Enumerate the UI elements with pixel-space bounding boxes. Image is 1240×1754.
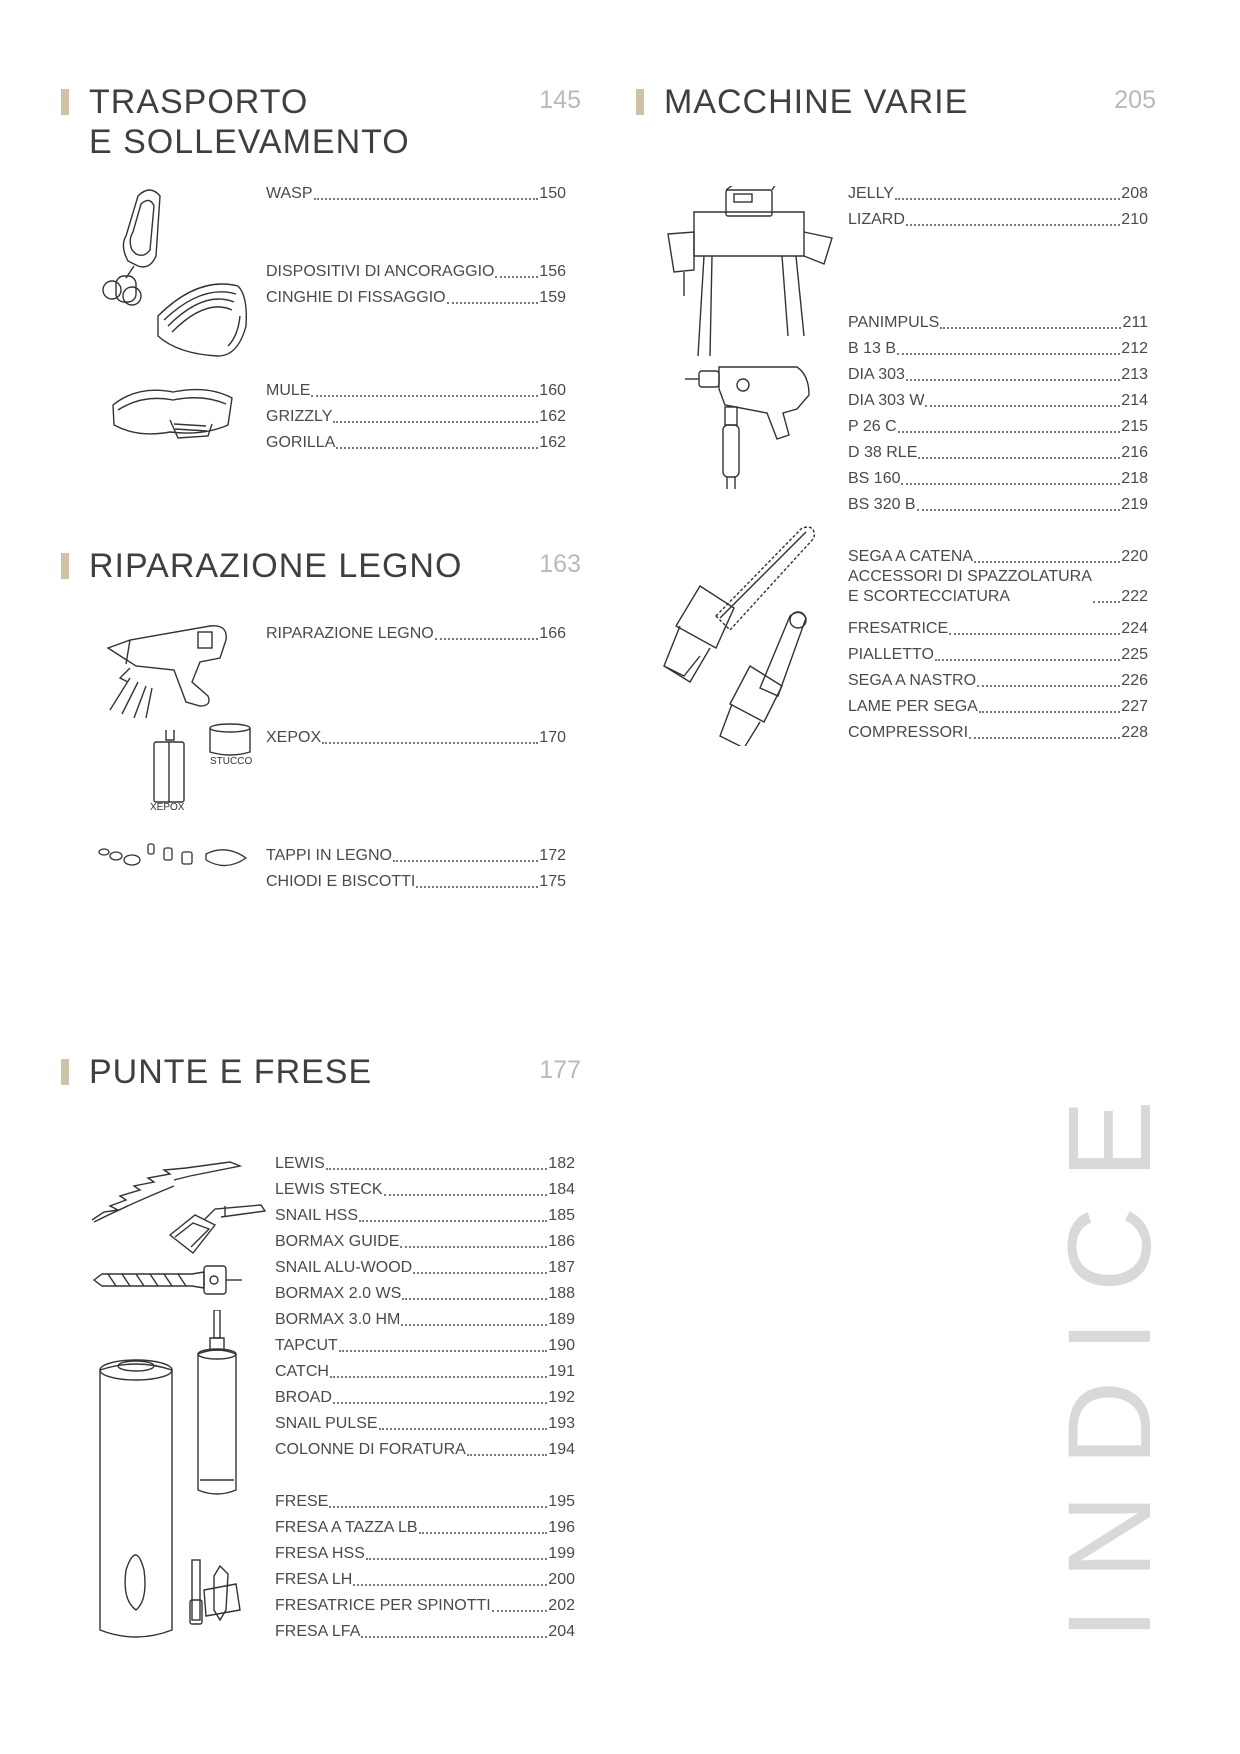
toc-entry[interactable]: CATCH 191 (275, 1363, 575, 1380)
toc-entry[interactable]: FRESA HSS 199 (275, 1545, 575, 1562)
toc-entry[interactable]: SNAIL HSS 185 (275, 1207, 575, 1224)
stucco-label: STUCCO (210, 756, 253, 767)
jelly-machine-illustration (664, 186, 839, 361)
toc-entry[interactable]: TAPPI IN LEGNO 172 (266, 847, 566, 864)
section-title: PUNTE E FRESE (89, 1053, 373, 1091)
toc-entry[interactable]: BORMAX 3.0 HM 189 (275, 1311, 575, 1328)
core-drill-illustration (96, 1310, 256, 1640)
glue-gun-illustration (100, 618, 235, 718)
section-page-number: 205 (1114, 86, 1156, 114)
toc-entry[interactable]: COMPRESSORI 228 (848, 724, 1148, 741)
section-riparazione (61, 546, 581, 596)
chainsaw-illustration (660, 526, 820, 746)
toc-entry[interactable]: LEWIS STECK 184 (275, 1181, 575, 1198)
index-side-label: INDICE (1044, 1072, 1176, 1640)
toc-entry[interactable]: FRESA A TAZZA LB 196 (275, 1519, 575, 1536)
lifting-hook-illustration (98, 186, 258, 366)
toc-entry[interactable]: DIA 303 W 214 (848, 392, 1148, 409)
section-marker (61, 1059, 69, 1085)
toc-entry[interactable]: B 13 B 212 (848, 340, 1148, 357)
toc-entry[interactable]: JELLY 208 (848, 185, 1148, 202)
toc-entry[interactable]: FRESATRICE PER SPINOTTI 202 (275, 1597, 575, 1614)
toc-entry[interactable]: SNAIL PULSE 193 (275, 1415, 575, 1432)
toc-entry[interactable]: FRESATRICE 224 (848, 620, 1148, 637)
toc-entry[interactable]: MULE 160 (266, 382, 566, 399)
toc-entry[interactable]: BORMAX GUIDE 186 (275, 1233, 575, 1250)
section-marker (61, 553, 69, 579)
toc-entry[interactable]: COLONNE DI FORATURA 194 (275, 1441, 575, 1458)
toc-entry[interactable]: FRESA LFA 204 (275, 1623, 575, 1640)
toc-entry[interactable]: P 26 C 215 (848, 418, 1148, 435)
toc-entry[interactable]: XEPOX 170 (266, 729, 566, 746)
toc-entry[interactable]: BS 160 218 (848, 470, 1148, 487)
toc-entry[interactable]: FRESA LH 200 (275, 1571, 575, 1588)
toc-entry[interactable]: SEGA A NASTRO 226 (848, 672, 1148, 689)
toc-entry[interactable]: TAPCUT 190 (275, 1337, 575, 1354)
twist-drill-illustration (92, 1262, 247, 1298)
toc-entry[interactable]: CINGHIE DI FISSAGGIO 159 (266, 289, 566, 306)
drill-illustration (685, 365, 815, 495)
strap-illustration (108, 380, 238, 450)
toc-entry[interactable]: BROAD 192 (275, 1389, 575, 1406)
section-page-number: 177 (539, 1056, 581, 1084)
forstner-bit-illustration (165, 1195, 270, 1260)
toc-entry[interactable]: LIZARD 210 (848, 211, 1148, 228)
toc-entry[interactable]: CHIODI E BISCOTTI 175 (266, 873, 566, 890)
section-title: MACCHINE VARIE (664, 83, 969, 121)
toc-entry[interactable]: D 38 RLE 216 (848, 444, 1148, 461)
toc-entry[interactable]: GORILLA 162 (266, 434, 566, 451)
toc-entry[interactable]: DIA 303 213 (848, 366, 1148, 383)
toc-entry[interactable]: LEWIS 182 (275, 1155, 575, 1172)
toc-entry[interactable]: FRESE 195 (275, 1493, 575, 1510)
toc-entry[interactable]: SNAIL ALU-WOOD 187 (275, 1259, 575, 1276)
toc-entry[interactable]: BS 320 B 219 (848, 496, 1148, 513)
section-title: TRASPORTO E SOLLEVAMENTO (89, 83, 410, 161)
toc-entry[interactable]: DISPOSITIVI DI ANCORAGGIO 156 (266, 263, 566, 280)
toc-entry[interactable]: ACCESSORI DI SPAZZOLATURA E SCORTECCIATURA 222 (848, 568, 1148, 605)
section-marker (636, 89, 644, 115)
section-title: RIPARAZIONE LEGNO (89, 547, 463, 585)
toc-entry[interactable]: PANIMPULS 211 (848, 314, 1148, 331)
toc-entry[interactable]: WASP 150 (266, 185, 566, 202)
toc-entry[interactable]: GRIZZLY 162 (266, 408, 566, 425)
xepox-label: XEPOX (150, 802, 185, 813)
toc-entry[interactable]: LAME PER SEGA 227 (848, 698, 1148, 715)
section-page-number: 163 (539, 550, 581, 578)
toc-entry[interactable]: BORMAX 2.0 WS 188 (275, 1285, 575, 1302)
section-marker (61, 89, 69, 115)
section-macchine (636, 82, 1156, 132)
toc-entry[interactable]: SEGA A CATENA 220 (848, 548, 1148, 565)
section-page-number: 145 (539, 86, 581, 114)
toc-entry[interactable]: PIALLETTO 225 (848, 646, 1148, 663)
toc-entry[interactable]: RIPARAZIONE LEGNO 166 (266, 625, 566, 642)
xepox-cartridge-illustration (150, 730, 190, 805)
section-punte (61, 1052, 581, 1102)
wood-plugs-illustration (96, 838, 256, 874)
